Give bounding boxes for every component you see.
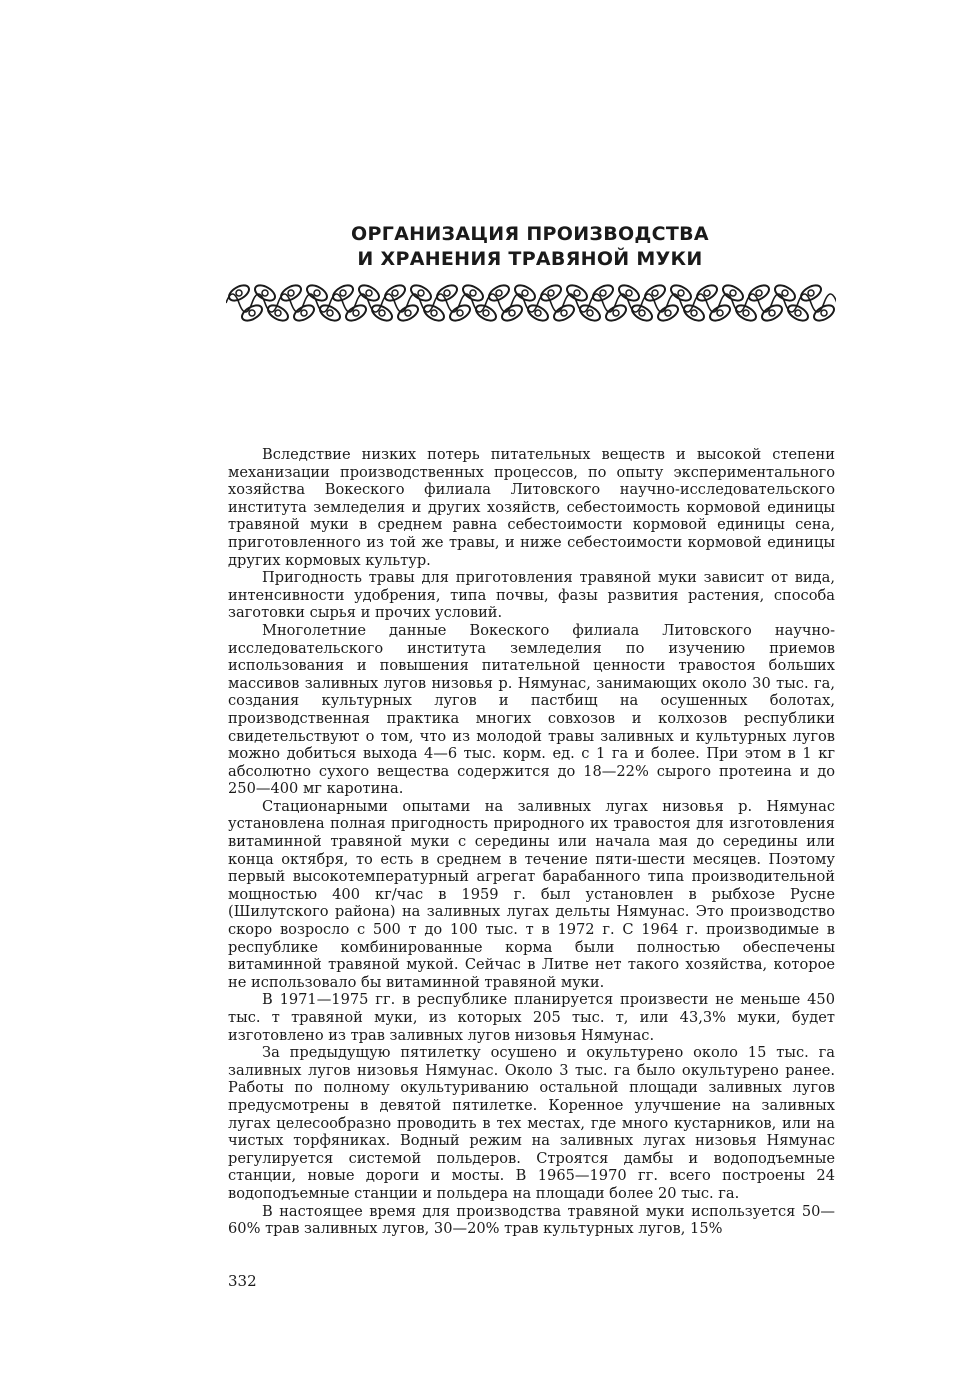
paragraph-4: Стационарными опытами на заливных лугах низовья р. Нямунас установлена полная пригодность природного их травостоя для изготовления витаминной травяной муки с середины или начала мая до середины или конца октября, то есть в среднем в течение пяти-шести месяцев. Поэтому первый высокотемпературный агрегат барабанного типа производительной мощностью 400 кг/час в 1959 г. был установлен в рыбхозе Русне (Шилутского района) на заливных лугах дельты Нямунас. Это производство скоро возросло с 500 т до 100 тыс. т в 1972 г. С 1964 г. производимые в республике комбинированные корма были полностью обеспечены витаминной травяной мукой. Сейчас в Литве нет такого хозяйства, которое не использовало бы витаминной травяной муки.: [228, 797, 835, 991]
article-body: [228, 446, 835, 1238]
chapter-title-line-2: И ХРАНЕНИЯ ТРАВЯНОЙ МУКИ: [357, 248, 703, 270]
chapter-title-line-1: ОРГАНИЗАЦИЯ ПРОИЗВОДСТВА: [351, 223, 709, 245]
paragraph-7: В настоящее время для производства травяной муки используется 50—60% трав заливных лугов, 30—20% трав культурных лугов, 15%: [228, 1202, 835, 1238]
paragraph-3: Многолетние данные Вокеского филиала Литовского научно-исследовательского института земледелия по изучению приемов использования и повышения питательной ценности травостоя больших массивов заливных лугов низовья р. Нямунас, занимающих около 30 тыс. га, создания культурных лугов и пастбищ на осушенных болотах, производственная практика многих совхозов и колхозов республики свидетельствуют о том, что из молодой травы заливных и культурных лугов можно добиться выхода 4—6 тыс. корм. ед. с 1 га и более. При этом в 1 кг абсолютно сухого вещества содержится до 18—22% сырого протеина и до 250—400 мг каротина.: [228, 621, 835, 798]
paragraph-2: Пригодность травы для приготовления травяной муки зависит от вида, интенсивности удобрения, типа почвы, фазы развития растения, способа заготовки сырья и прочих условий.: [228, 569, 835, 622]
paragraph-5: В 1971—1975 гг. в республике планируется произвести не меньше 450 тыс. т травяной муки, из которых 205 тыс. т, или 43,3% муки, будет изготовлено из трав заливных лугов низовья Нямунас.: [228, 991, 835, 1044]
paragraph-1: Вследствие низких потерь питательных веществ и высокой степени механизации производственных процессов, по опыту экспериментального хозяйства Вокеского филиала Литовского научно-исследовательского института земледелия и других хозяйств, себестоимость кормовой единицы травяной муки в среднем равна себестоимости кормовой единицы сена, приготовленного из той же травы, и ниже себестоимости кормовой единицы других кормовых культур.: [228, 446, 835, 569]
decorative-border-icon: [226, 283, 836, 323]
chapter-title: [230, 222, 830, 272]
page-number: 332: [228, 1272, 257, 1290]
paragraph-6: За предыдущую пятилетку осушено и окультурено около 15 тыс. га заливных лугов низовья Нямунас. Около 3 тыс. га было окультурено ранее. Работы по полному окультуриванию остальной площади заливных лугов предусмотрены в девятой пятилетке. Коренное улучшение на заливных лугах целесообразно проводить в тех местах, где много кустарников, или на чистых торфяниках. Водный режим на заливных лугах низовья Нямунас регулируется системой польдеров. Строятся дамбы и водоподъемные станции, новые дороги и мосты. В 1965—1970 гг. всего построены 24 водоподъемные станции и польдера на площади более 20 тыс. га.: [228, 1044, 835, 1202]
